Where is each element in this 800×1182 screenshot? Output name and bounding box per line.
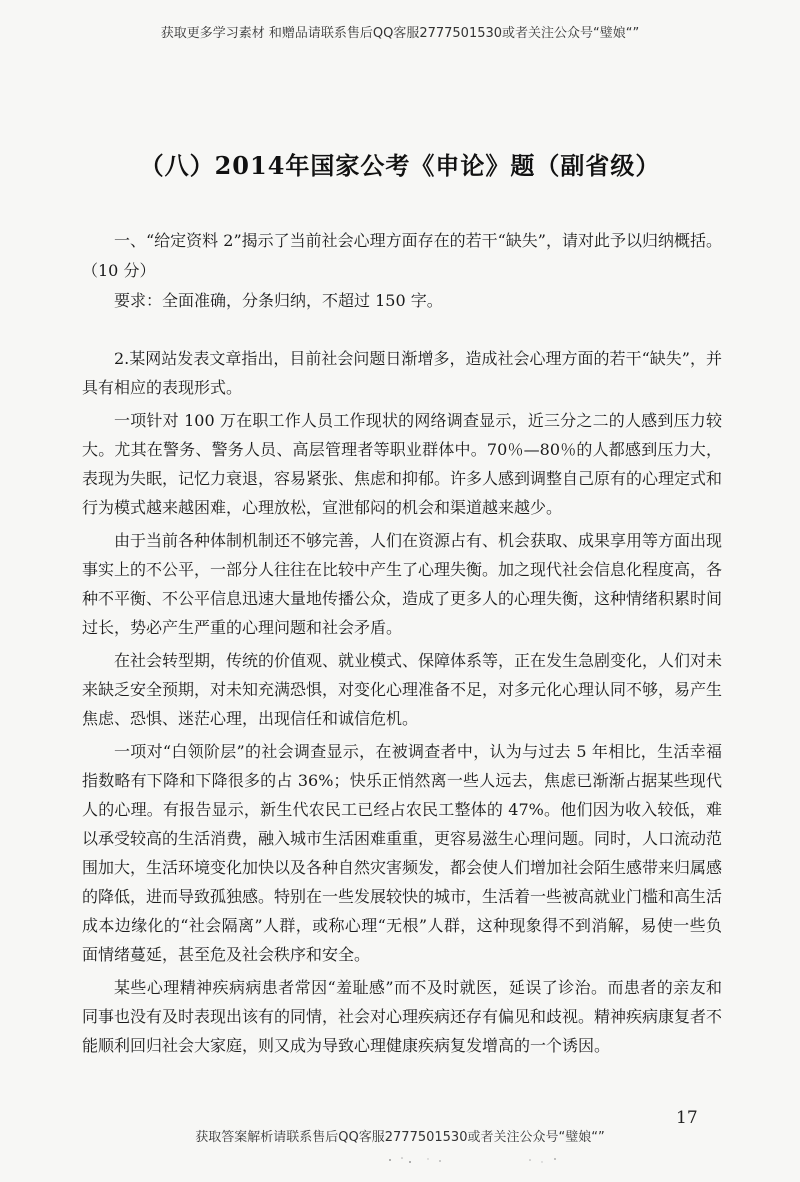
scan-noise-decoration bbox=[380, 1150, 600, 1170]
material-paragraph: 一项针对 100 万在职工作人员工作现状的网络调查显示，近三分之二的人感到压力较大。尤其在警务、警务人员、高层管理者等职业群体中。70％—80％的人都感到压力大，表现为失眠，记忆力衰退，容易紧张、焦虑和抑郁。许多人感到调整自己原有的心理定式和行为模式越来越困难，心理放松，宣泄郁闷的机会和渠道越来越少。 bbox=[82, 411, 723, 517]
material-paragraph: 由于当前各种体制机制还不够完善，人们在资源占有、机会获取、成果享用等方面出现事实上的不公平，一部分人往往在比较中产生了心理失衡。加之现代社会信息化程度高，各种不平衡、不公平信息迅速大量地传播公众，造成了更多人的心理失衡，这种情绪积累时间过长，势必产生严重的心理问题和社会矛盾。 bbox=[82, 531, 723, 637]
page-number: 17 bbox=[676, 1108, 698, 1128]
question-text: 一、“给定资料 2”揭示了当前社会心理方面存在的若干“缺失”，请对此予以归纳概括。（10 分） bbox=[82, 231, 722, 280]
given-material bbox=[82, 344, 722, 1064]
question-block bbox=[82, 226, 722, 316]
footer-promo-note: 获取答案解析请联系售后QQ客服2777501530或者关注公众号“璧娘“” bbox=[195, 1130, 605, 1145]
material-paragraph: 2.某网站发表文章指出，目前社会问题日渐增多，造成社会心理方面的若干“缺失”，并具有相应的表现形式。 bbox=[82, 349, 722, 397]
header-promo-note: 获取更多学习素材 和赠品请联系售后QQ客服2777501530或者关注公众号“璧娘“” bbox=[160, 26, 640, 41]
material-paragraph: 在社会转型期，传统的价值观、就业模式、保障体系等，正在发生急剧变化，人们对未来缺乏安全预期，对未知充满恐惧，对变化心理准备不足，对多元化心理认同不够，易产生焦虑、恐惧、迷茫心理，出现信任和诚信危机。 bbox=[82, 651, 723, 728]
material-paragraph: 一项对“白领阶层”的社会调查显示，在被调查者中，认为与过去 5 年相比，生活幸福指数略有下降和下降很多的占 36%；快乐正悄然离一些人远去，焦虑已渐渐占据某些现代人的心理。有报告显示，新生代农民工已经占农民工整体的 47%。他们因为收入较低，难以承受较高的生活消费，融入城市生活困难重重，更容易滋生心理问题。同时，人口流动范围加大，生活环境变化加快以及各种自然灾害频发，都会使人们增加社会陌生感带来归属感的降低，进而导致孤独感。特别在一些发展较快的城市，生活着一些被高就业门槛和高生活成本边缘化的“社会隔离”人群，或称心理“无根”人群，这种现象得不到消解，易使一些负面情绪蔓延，甚至危及社会秩序和安全。 bbox=[82, 742, 723, 964]
question-requirement: 要求：全面准确，分条归纳，不超过 150 字。 bbox=[114, 291, 443, 310]
page-title: （八）2014年国家公考《申论》题（副省级） bbox=[139, 151, 661, 180]
material-paragraph: 某些心理精神疾病病患者常因“羞耻感”而不及时就医，延误了诊治。而患者的亲友和同事也没有及时表现出该有的同情，社会对心理疾病还存有偏见和歧视。精神疾病康复者不能顺利回归社会大家庭，则又成为导致心理健康疾病复发增高的一个诱因。 bbox=[82, 978, 723, 1055]
